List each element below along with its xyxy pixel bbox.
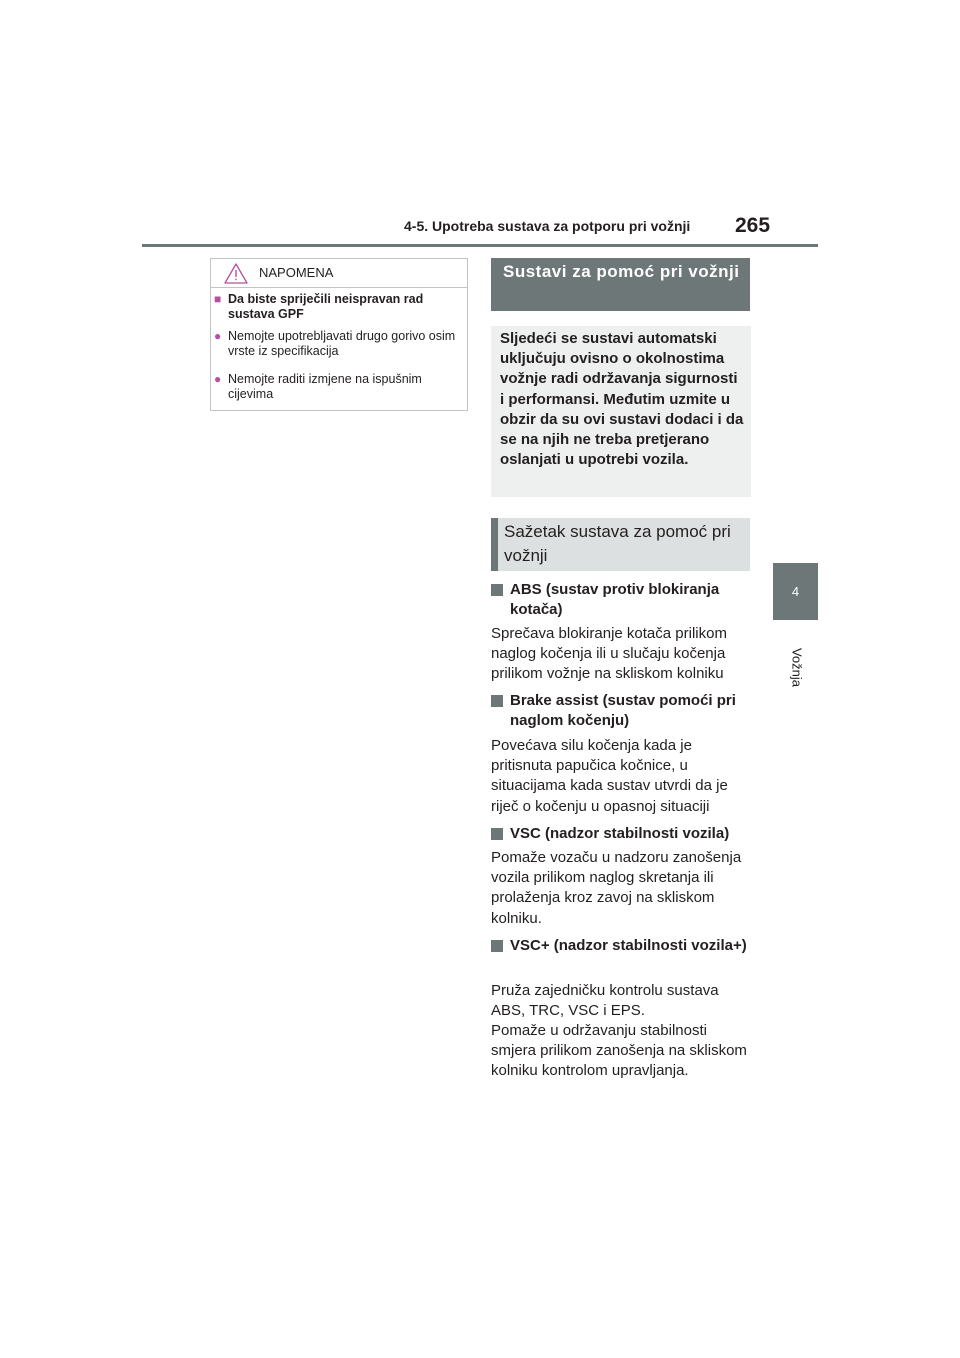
running-header: 4-5. Upotreba sustava za potporu pri vožnji	[404, 218, 691, 234]
round-bullet-icon: ●	[214, 372, 222, 386]
header-rule	[142, 244, 818, 247]
round-bullet-icon: ●	[214, 329, 222, 343]
item-body: Pomaže u održavanju stabilnosti smjera prilikom zanošenja na skliskom kolniku kontrolom upravljanja.	[491, 1022, 747, 1080]
square-bullet-icon	[491, 940, 503, 952]
item-heading	[491, 936, 753, 956]
note-header	[210, 258, 468, 288]
item-heading	[491, 824, 753, 844]
item-heading	[491, 580, 753, 620]
intro-panel	[491, 326, 751, 497]
item-heading-text: VSC+ (nadzor stabilnosti vozila+)	[510, 937, 747, 954]
item-heading-text: VSC (nadzor stabilnosti vozila)	[510, 825, 730, 842]
subsection-banner	[491, 518, 750, 571]
item-body: Pruža zajedničku kontrolu sustava ABS, TRC, VSC i EPS.	[491, 982, 719, 1020]
page-number: 265	[735, 214, 771, 237]
warning-triangle-icon	[224, 263, 248, 284]
intro-text: Sljedeći se sustavi automatski uključuju ovisno o okolnostima vožnje radi održavanja sigurnosti i performansi. Međutim uzmite u obzir da su ovi sustavi dodaci i da se na njih ne treba pretjerano oslanjati u upotrebi vozila.	[500, 330, 744, 469]
item-body: Povećava silu kočenja kada je pritisnuta papučica kočnice, u situacijama kada sustav utvrdi da je riječ o kočenju u opasnoj situaciji	[491, 737, 728, 815]
item-heading-text: Brake assist (sustav pomoći pri naglom kočenju)	[510, 692, 736, 729]
note-title-text: Da biste spriječili neispravan rad sustava GPF	[228, 292, 424, 321]
subsection-bar	[491, 518, 498, 571]
subsection-title: Sažetak sustava za pomoć pri vožnji	[504, 522, 731, 565]
item-heading-text: ABS (sustav protiv blokiranja kotača)	[510, 581, 720, 618]
chapter-label: Vožnja	[789, 647, 805, 688]
note-item	[214, 329, 462, 359]
item-body: Sprečava blokiranje kotača prilikom naglog kočenja ili u slučaju kočenja prilikom vožnje na skliskom kolniku	[491, 625, 727, 683]
chapter-number: 4	[791, 584, 800, 599]
square-bullet-icon: ■	[214, 292, 222, 306]
section-title: Sustavi za pomoć pri vožnji	[503, 262, 740, 281]
note-title	[214, 292, 462, 322]
square-bullet-icon	[491, 828, 503, 840]
square-bullet-icon	[491, 695, 503, 707]
square-bullet-icon	[491, 584, 503, 596]
note-item-text: Nemojte raditi izmjene na ispušnim cijevima	[228, 372, 422, 401]
section-banner	[491, 258, 750, 311]
note-heading: NAPOMENA	[259, 265, 334, 280]
item-body: Pomaže vozaču u nadzoru zanošenja vozila prilikom naglog skretanja ili prolaženja kroz zavoj na skliskom kolniku.	[491, 849, 742, 927]
item-heading	[491, 691, 753, 731]
note-item-text: Nemojte upotrebljavati drugo gorivo osim vrste iz specifikacija	[228, 329, 456, 358]
note-item	[214, 372, 462, 402]
